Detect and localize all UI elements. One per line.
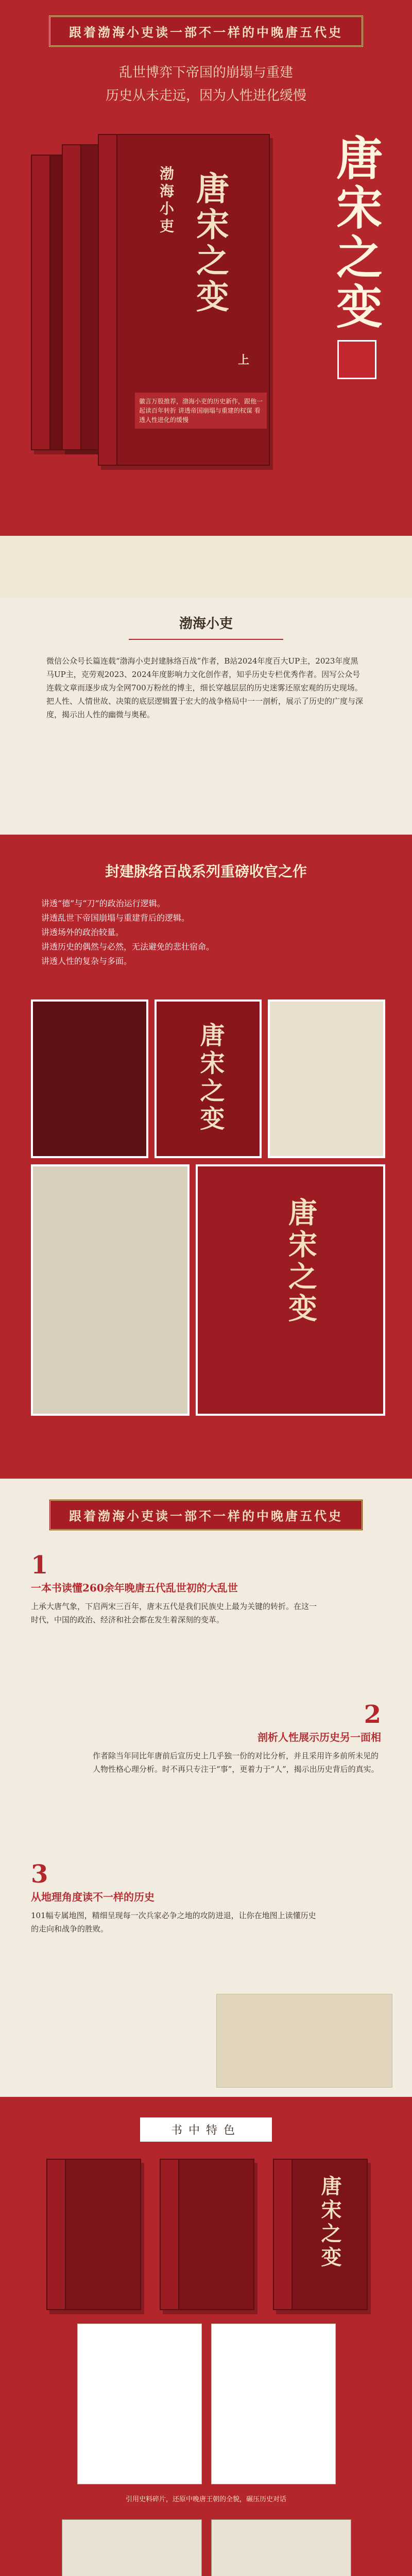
hero-banner: [0, 15, 412, 47]
cover-volume: 上: [238, 353, 250, 367]
photo-red-book: [196, 1164, 385, 1416]
hero-banner-text: 跟着渤海小吏读一部不一样的中晚唐五代史: [49, 15, 363, 47]
feature-book-title: 唐宋之变: [318, 2175, 342, 2270]
feature-book-3: [273, 2159, 368, 2310]
series-bullet-list: [41, 896, 371, 969]
point-title: 剖析人性展示历史另一面相: [258, 1731, 381, 1743]
point-number: 1: [31, 1551, 48, 1580]
features-title: 书中特色: [140, 2117, 272, 2142]
hero-big-title: 唐宋之变: [328, 134, 383, 332]
history-section: [0, 1479, 412, 2097]
history-point-1: [31, 1551, 319, 1626]
tagline-1: 乱世博弈下帝国的崩塌与重建: [118, 65, 293, 80]
point-title: 一本书读懂260余年晚唐五代乱世初的大乱世: [31, 1582, 238, 1594]
feature-map-2: [211, 2519, 351, 2576]
series-bullet: 讲透人性的复杂与多面。: [41, 956, 132, 966]
series-bullet: 讲透“德”与“刀”的政治运行逻辑。: [41, 899, 165, 908]
feature-page-left: [77, 2324, 202, 2484]
feature-map-1: [62, 2519, 202, 2576]
photo-cover-title: 唐宋之变: [196, 1022, 225, 1133]
tagline-2: 历史从未走远，因为人性进化缓慢: [105, 88, 306, 104]
point-number: 3: [31, 1860, 48, 1889]
author-name: 渤海小吏: [179, 616, 233, 632]
history-point-3: [31, 1860, 319, 1936]
photo-open-book: [31, 1164, 190, 1416]
cover-promo: 徽言万股推荐，渤海小吏的历史新作，跟他一起读百年转折 讲透帝国崩塌与重建的权谋 看透人性进化的缓慢: [135, 393, 267, 429]
cover-series: 渤海小吏: [158, 166, 175, 236]
book-front-cover: [98, 134, 270, 466]
history-horseman-illustration: [216, 1994, 392, 2088]
feature-page-right: [211, 2324, 336, 2484]
point-body: 上承大唐气象，下启两宋三百年，唐末五代是我们民族史上最为关键的转折。在这一时代，中国的政治、经济和社会都在发生着深刻的变革。: [31, 1602, 317, 1624]
author-divider: [129, 639, 283, 640]
point-title: 从地理角度读不一样的历史: [31, 1891, 154, 1903]
hero-section: [0, 0, 412, 598]
feature-caption-text: 引用史料碎片，还原中晚唐王朝的全貌，碾压历史对话: [125, 2496, 286, 2503]
photo-cover-closeup: [154, 999, 262, 1158]
history-point-2: [93, 1700, 381, 1776]
history-banner-text: 跟着渤海小吏读一部不一样的中晚唐五代史: [49, 1499, 363, 1531]
feature-book-1: [46, 2159, 141, 2310]
photo-books-stack: [31, 999, 148, 1158]
point-body: 101幅专属地图，精细呈现每一次兵家必争之地的攻防进退，让你在地图上读懂历史的走向和战争的胜败。: [31, 1911, 316, 1934]
author-bio: 微信公众号长篇连载“渤海小吏封建脉络百战”作者，B站2024年度百大UP主，2023年度黑马UP主，克劳观2023、2024年度影响力文化创作者，知乎历史专栏优秀作者。因写公众号连载文章而逐步成为全网700万粉丝的博主，细长穿越层层的历史迷雾还原宏观的历史现场。把人性、人情世故、决策的底层逻辑置于宏大的战争格局中一一剖析，展示了历史的广度与深度，揭示出人性的幽微与奥秘。: [46, 656, 364, 719]
photo-map-page: [268, 999, 385, 1158]
cover-title: 唐宋之变: [191, 171, 229, 315]
point-body: 作者除当年同比年唐前后宣历史上几乎独一份的对比分析，并且采用许多前所未见的人物性格心理分析。时不再只专注于“事”，更着力于“人”，揭示出历史背后的真实。: [93, 1751, 379, 1774]
features-title-wrap: [0, 2117, 412, 2142]
series-title: 封建脉络百战系列重磅收官之作: [105, 863, 307, 880]
series-bullet: 讲透场外的政治较量。: [41, 927, 124, 937]
photo-red-book-title: 唐宋之变: [284, 1197, 318, 1325]
hero-ground: [0, 536, 412, 598]
series-bullet: 讲透乱世下帝国崩塌与重建背后的逻辑。: [41, 913, 190, 923]
point-number: 2: [364, 1700, 381, 1729]
series-section: [0, 835, 412, 1479]
history-banner: [0, 1499, 412, 1531]
features-section: [0, 2097, 412, 2576]
author-section: [0, 598, 412, 835]
hero-seal: [337, 340, 376, 379]
series-bullet: 讲透历史的偶然与必然，无法避免的悲壮宿命。: [41, 942, 215, 952]
feature-book-2: [160, 2159, 254, 2310]
